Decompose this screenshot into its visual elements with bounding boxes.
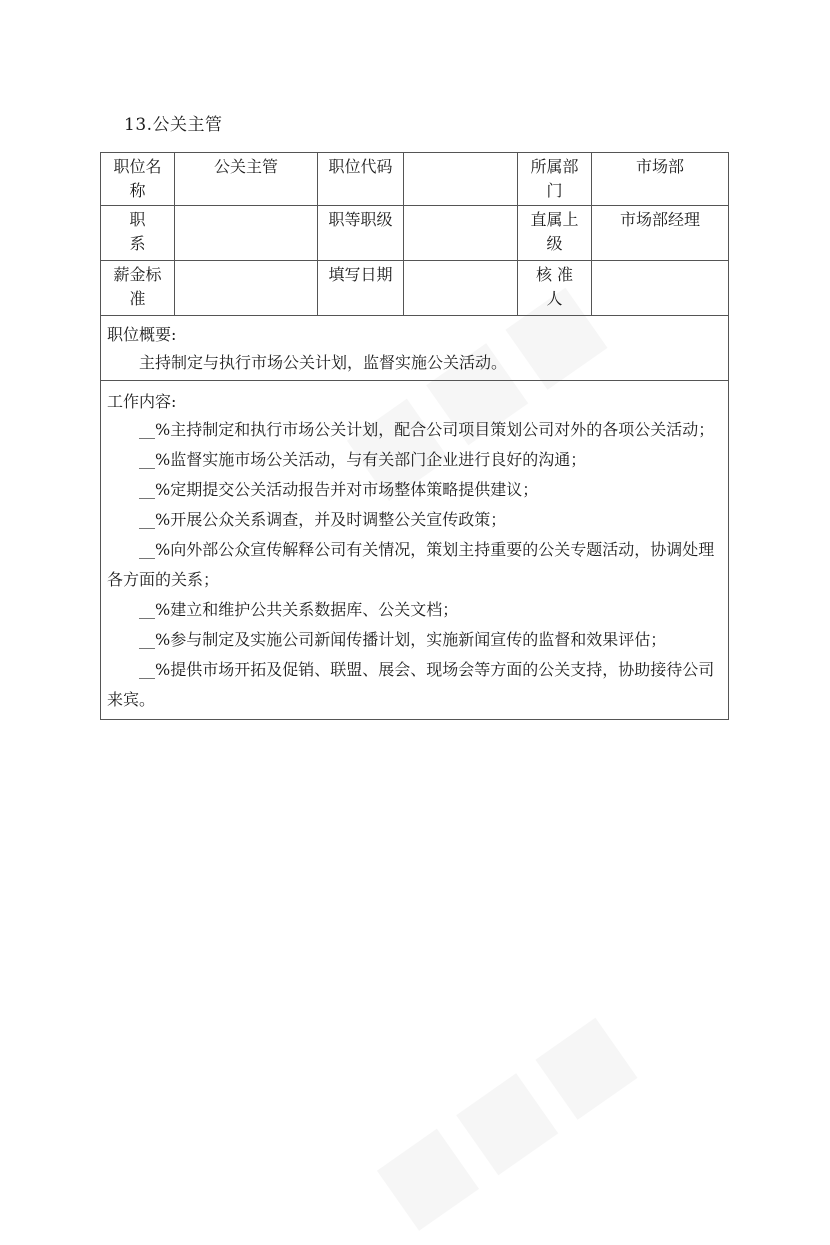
duties-title: 工作内容:	[107, 392, 177, 411]
duties-section	[101, 381, 729, 720]
duty-item: __%参与制定及实施公司新闻传播计划，实施新闻宣传的监督和效果评估；	[139, 630, 667, 649]
job-grade-label: 职等职级	[318, 206, 404, 261]
position-code-value	[404, 153, 518, 206]
job-family-label: 职系	[101, 206, 175, 261]
position-code-label: 职位代码	[318, 153, 404, 206]
salary-value	[175, 261, 318, 316]
duty-item: __%向外部公众宣传解释公司有关情况，策划主持重要的公关专题活动，协调处理各方面的关系；	[107, 540, 715, 589]
duty-item: __%建立和维护公共关系数据库、公关文档；	[139, 600, 459, 619]
salary-label: 薪金标准	[101, 261, 175, 316]
approver-value	[592, 261, 729, 316]
page-title: 13.公关主管	[124, 115, 223, 135]
duty-item: __%定期提交公关活动报告并对市场整体策略提供建议；	[139, 480, 539, 499]
overview-text: 主持制定与执行市场公关计划，监督实施公关活动。	[139, 353, 508, 372]
supervisor-value: 市场部经理	[592, 206, 729, 261]
job-description-table	[100, 152, 729, 720]
overview-title: 职位概要:	[107, 325, 177, 344]
approver-label: 核 准人	[518, 261, 592, 316]
department-value: 市场部	[592, 153, 729, 206]
duty-item: __%开展公众关系调查，并及时调整公关宣传政策；	[139, 510, 507, 529]
fill-date-value	[404, 261, 518, 316]
duty-item: __%监督实施市场公关活动，与有关部门企业进行良好的沟通；	[139, 450, 587, 469]
duty-item: __%主持制定和执行市场公关计划，配合公司项目策划公司对外的各项公关活动；	[139, 420, 715, 439]
duty-item: __%提供市场开拓及促销、联盟、展会、现场会等方面的公关支持，协助接待公司来宾。	[107, 660, 715, 709]
fill-date-label: 填写日期	[318, 261, 404, 316]
supervisor-label: 直属上级	[518, 206, 592, 261]
department-label: 所属部门	[518, 153, 592, 206]
position-name-value: 公关主管	[175, 153, 318, 206]
job-grade-value	[404, 206, 518, 261]
position-name-label: 职位名称	[101, 153, 175, 206]
overview-section	[101, 316, 729, 381]
job-family-value	[175, 206, 318, 261]
watermark	[354, 987, 656, 1245]
